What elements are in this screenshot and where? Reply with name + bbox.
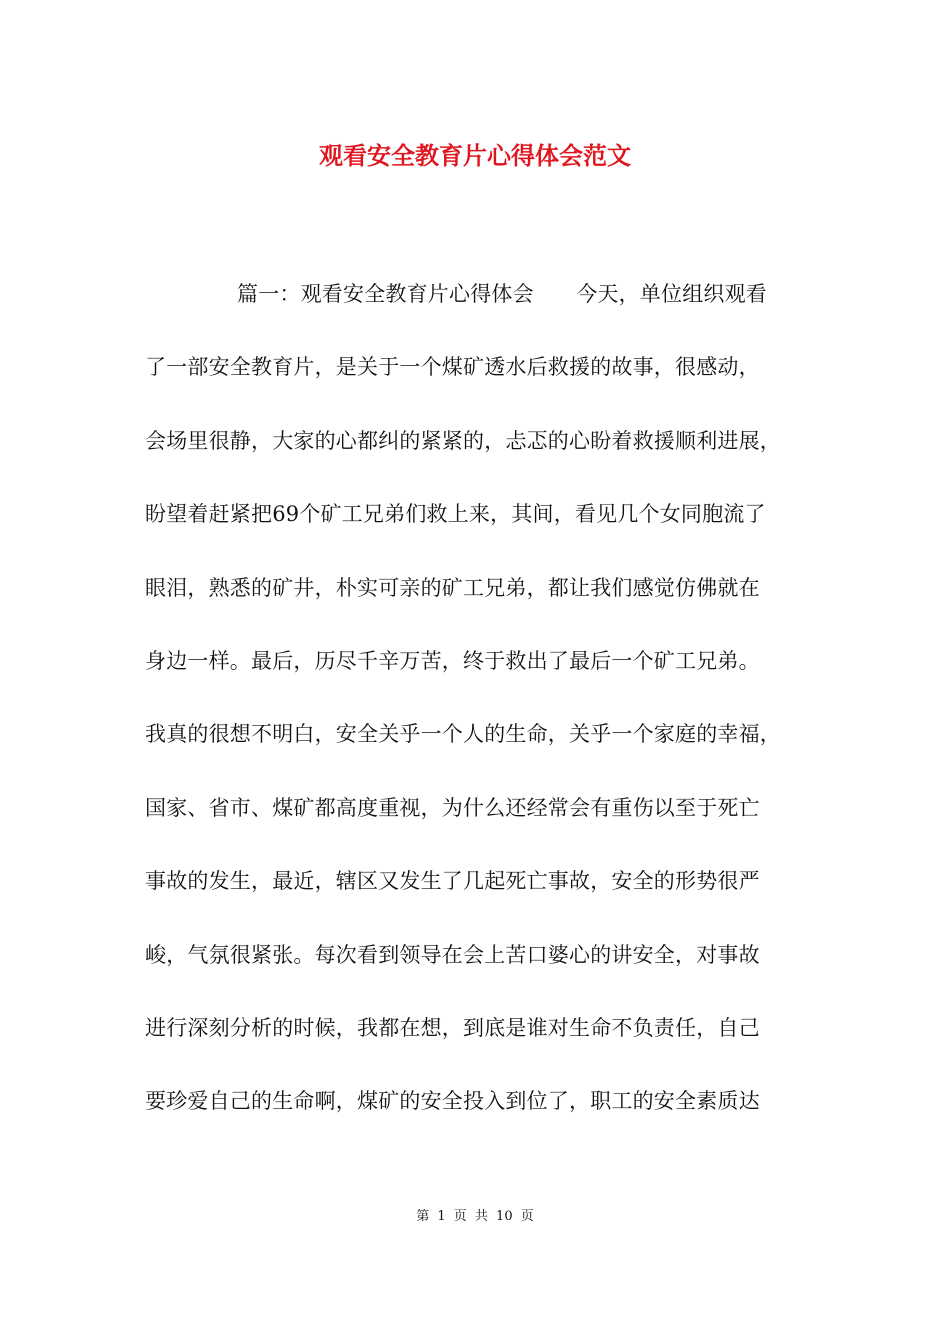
body-line: 篇一：观看安全教育片心得体会 今天，单位组织观看	[237, 282, 767, 306]
body-line: 事故的发生，最近，辖区又发生了几起死亡事故，安全的形势很严	[145, 869, 760, 894]
body-line: 国家、省市、煤矿都高度重视，为什么还经常会有重伤以至于死亡	[145, 795, 760, 820]
body-line: 会场里很静，大家的心都纠的紧紧的，忐忑的心盼着救援顺利进展，	[145, 428, 781, 453]
body-line: 峻，气氛很紧张。每次看到领导在会上苦口婆心的讲安全，对事故	[145, 942, 760, 967]
body-line: 盼望着赶紧把69个矿工兄弟们救上来，其间，看见几个女同胞流了	[145, 502, 766, 527]
body-line: 眼泪，熟悉的矿井，朴实可亲的矿工兄弟，都让我们感觉仿佛就在	[145, 575, 760, 600]
document-title: 观看安全教育片心得体会范文	[319, 141, 631, 170]
body-line: 要珍爱自己的生命啊，煤矿的安全投入到位了，职工的安全素质达	[145, 1089, 760, 1114]
page-footer: 第 1 页 共 10 页	[416, 1209, 534, 1224]
body-text	[145, 275, 835, 1156]
body-line: 进行深刻分析的时候，我都在想，到底是谁对生命不负责任，自己	[145, 1015, 760, 1040]
body-line: 了一部安全教育片，是关于一个煤矿透水后救援的故事，很感动，	[145, 355, 760, 380]
body-line: 我真的很想不明白，安全关乎一个人的生命，关乎一个家庭的幸福，	[145, 722, 781, 747]
body-line: 身边一样。最后，历尽千辛万苦，终于救出了最后一个矿工兄弟。	[145, 648, 760, 673]
